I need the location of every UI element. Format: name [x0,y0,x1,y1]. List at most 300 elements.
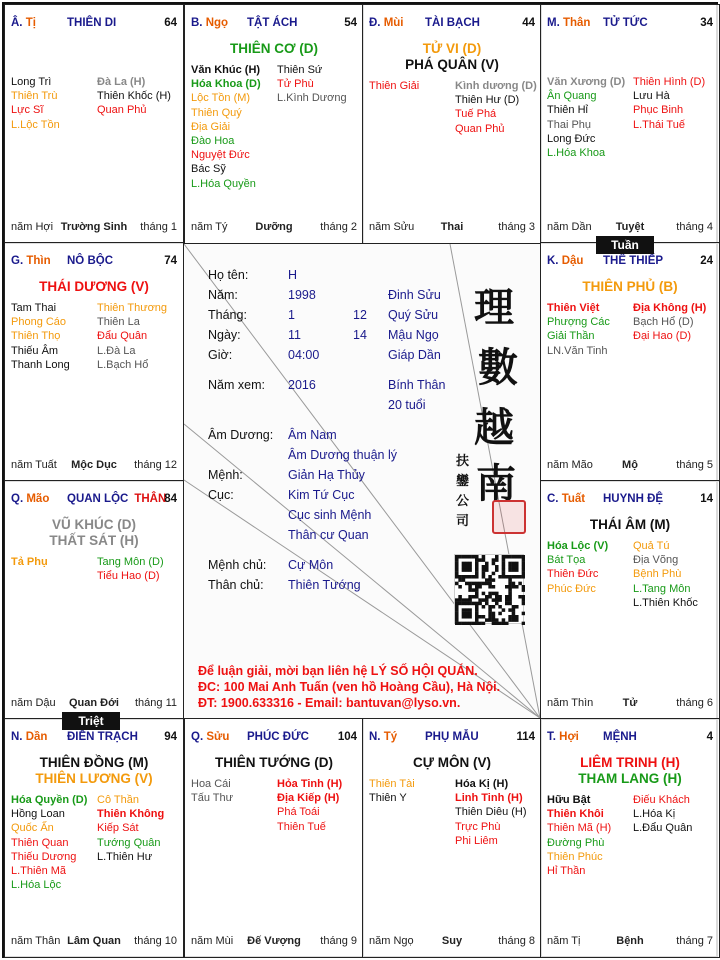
qr-module [468,575,472,579]
minor-star: Thiên Tài [369,778,415,790]
palace-code [11,731,47,743]
qr-module [518,582,522,586]
palace-month: tháng 3 [498,221,535,233]
qr-module [522,572,525,576]
cuc-note2 [288,528,369,542]
stem-letter: B. [191,17,206,29]
qr-module [512,585,516,589]
qr-module [512,612,516,616]
qr-module [488,608,492,612]
qr-module [482,572,486,576]
qr-module [498,598,502,602]
palace-ti [4,4,184,244]
qr-module [465,622,469,625]
minor-star: Thiên Hỉ [547,104,588,117]
qr-module [475,588,479,592]
qr-module [515,568,519,572]
qr-module [508,618,512,622]
qr-module [462,565,466,569]
qr-module [475,575,479,579]
qr-module [508,602,512,606]
palace-month: tháng 4 [676,221,713,233]
palace-month: tháng 8 [498,935,535,947]
minor-star: Địa Giải [191,120,231,133]
minor-star: Tướng Quân [97,836,161,849]
palace-name [67,731,138,743]
qr-module [482,568,486,572]
qr-module [502,608,506,612]
hour-value: 04:00 [288,348,320,362]
good-stars-column [11,555,48,569]
minor-star: Thiếu Dương [11,850,77,863]
main-star: THIÊN PHỦ (B) [582,279,678,294]
qr-module [465,582,469,586]
qr-module [515,562,519,566]
qr-module [512,568,516,572]
palace-ty [362,718,542,958]
minor-star: Thiên Giải [369,80,420,92]
minor-star: Thiên La [97,316,140,329]
palace-number: 34 [700,17,713,29]
year-canchi: Đinh Sửu [388,288,441,302]
qr-module [468,612,472,616]
palace-dau [540,242,720,482]
qr-module [465,562,469,566]
branch-name: Ngọ [205,17,229,29]
qr-module [492,592,496,596]
qr-pattern [455,555,525,625]
hour-canchi: Giáp Dần [388,348,441,362]
year-value: 1998 [288,288,316,302]
minor-star: Bạch Hổ (D) [633,316,694,329]
minor-star: Thiên Thương [97,302,168,314]
palace-ngo [184,4,364,244]
palace-header [11,731,177,747]
palace-number: 14 [700,493,713,505]
qr-module [465,568,469,572]
palace-month: tháng 5 [676,459,713,471]
minor-star: Quốc Ấn [11,822,54,835]
minor-star: Thiên Đức [547,568,599,581]
palace-name-text: TẬT ÁCH [247,17,298,29]
minor-star: Phượng Các [547,316,610,329]
stem-letter: K. [547,255,562,267]
horoscope-board [2,2,718,958]
qr-module [468,585,472,589]
palace-name [603,731,637,743]
good-stars-column [11,793,87,892]
qr-module [502,575,506,579]
good-stars-column [191,777,233,805]
qr-module [462,598,466,602]
qr-module [498,622,502,625]
qr-module [512,605,516,609]
palace-thin [4,242,184,482]
viewyear-value: 2016 [288,378,316,392]
qr-module [498,595,502,599]
minor-star: Điếu Khách [633,794,690,806]
qr-module [488,618,492,622]
stem-letter: Â. [11,17,26,29]
palace-code [369,17,404,29]
year-label: Năm: [208,288,238,302]
palace-year: năm Thìn [547,697,594,709]
menh-value: Giản Hạ Thủy [288,468,365,482]
qr-module [508,598,512,602]
palace-month: tháng 6 [676,697,713,709]
minor-star: Trực Phù [455,820,501,833]
qr-module [482,598,486,602]
qr-module [468,615,472,619]
minor-star: Thiên Y [369,792,407,805]
qr-module [502,618,506,622]
palace-footer [11,459,177,473]
life-stage: Dưỡng [255,221,293,233]
qr-module [515,615,519,619]
palace-code [369,731,397,743]
qr-module [475,582,479,586]
palace-dan [4,718,184,958]
minor-star: Phá Toái [277,806,320,819]
palace-code [191,17,228,29]
main-star: THIÊN TƯỚNG (D) [215,755,333,770]
qr-module [505,602,509,606]
palace-year: năm Tý [191,221,228,233]
qr-module [475,555,479,559]
amduong-value: Âm Nam [288,428,337,442]
month-canchi: Quý Sửu [388,308,439,322]
qr-module [492,618,496,622]
minor-star: Bệnh Phù [633,568,682,581]
minor-star: Thiên Thọ [11,330,61,343]
qr-module [522,622,525,625]
minor-star: Tang Môn (D) [97,556,164,568]
bad-stars-column [97,555,164,583]
minor-star: Quan Phủ [455,122,505,135]
minor-star: Phong Cáo [11,316,67,329]
qr-module [495,622,499,625]
qr-module [515,575,519,579]
qr-module [522,555,525,559]
qr-module [468,602,472,606]
qr-module [508,588,512,592]
hour-label: Giờ: [208,348,233,362]
minor-star: L.Tang Môn [633,582,691,595]
palace-year: năm Tị [547,935,581,947]
palace-header [369,17,535,33]
minor-star: L.Thiên Hư [97,850,153,863]
palace-footer [547,697,713,711]
qr-module [482,592,486,596]
palace-than [540,4,720,244]
qr-module [468,568,472,572]
qr-module [458,598,462,602]
bad-stars-column [97,301,167,372]
qr-module [468,555,472,559]
qr-module [485,578,489,582]
qr-module [505,598,509,602]
branch-name: Dần [25,731,48,743]
bad-stars-column [277,63,347,106]
side-char-2: 鑾 [456,474,470,489]
main-star: THIÊN CƠ (D) [229,41,318,56]
minor-star: Hồng Loan [11,808,65,821]
qr-module [512,565,516,569]
minor-star: Ân Quang [547,90,597,103]
life-stage: Quan Đới [69,697,119,709]
qr-module [478,558,482,562]
minor-star: Thiên Không [97,808,165,821]
palace-code [547,493,585,505]
minor-star: L.Hóa Kị [633,808,676,821]
minor-star: Thiên Khốc (H) [97,90,171,103]
brand-char-3: 越 [474,404,514,451]
stem-letter: N. [369,731,384,743]
qr-module [455,565,459,569]
qr-module [455,582,459,586]
qr-module [515,555,519,559]
palace-name [67,493,166,505]
qr-module [455,622,459,625]
minor-star: Thiên Quý [191,106,242,119]
palace-name-text: NÔ BỘC [67,255,113,267]
minor-star: L.Thái Tuế [633,118,685,131]
branch-name: Sửu [206,731,230,743]
stem-letter: M. [547,17,563,29]
bad-stars-column [633,539,698,610]
qr-module [488,612,492,616]
qr-module [485,598,489,602]
amduong-label: Âm Dương: [208,428,274,442]
main-star: THIÊN ĐỒNG (M) [39,755,149,770]
qr-module [502,622,506,625]
qr-module [502,562,506,566]
qr-module [492,598,496,602]
triet-badge: Triệt [62,712,120,730]
qr-module [462,578,466,582]
minor-star: Thiên Khôi [547,808,604,821]
tuan-badge: Tuần [596,236,654,254]
qr-module [478,602,482,606]
minor-star: L.Hóa Lộc [11,879,62,892]
palace-number: 74 [164,255,177,267]
qr-module [522,585,525,589]
qr-module [478,585,482,589]
palace-number: 64 [164,17,177,29]
qr-module [492,612,496,616]
good-stars-column [369,79,419,93]
qr-module [462,608,466,612]
minor-star: Đà La (H) [97,76,146,88]
qr-module [512,575,516,579]
qr-module [492,605,496,609]
qr-module [508,568,512,572]
qr-module [485,562,489,566]
qr-module [462,612,466,616]
life-stage: Đế Vượng [247,935,301,947]
palace-header [11,255,177,271]
branch-name: Mão [26,493,50,505]
qr-module [475,622,479,625]
thanchu-label: Thân chủ: [208,578,264,592]
qr-module [455,575,459,579]
palace-name [425,731,479,743]
qr-module [462,615,466,619]
palace-month: tháng 10 [134,935,177,947]
viewyear-canchi: Bính Thân [388,378,446,392]
life-stage: Trường Sinh [60,221,128,233]
palace-month: tháng 12 [134,459,177,471]
qr-module [455,602,459,606]
minor-star: Thanh Long [11,358,70,371]
palace-name [425,17,480,29]
minor-star: Hữu Bật [547,794,591,806]
minor-star: Tuế Phá [455,108,497,121]
palace-month: tháng 1 [140,221,177,233]
palace-year: năm Hợi [11,221,54,233]
palace-number: 104 [337,731,357,743]
minor-star: Quan Phủ [97,104,147,117]
qr-module [465,602,469,606]
minor-star: L.Kình Dương [277,92,347,105]
cuc-label: Cục: [208,488,234,502]
qr-module [455,558,459,562]
palace-suu [184,718,364,958]
bad-stars-column [277,777,342,834]
qr-module [482,565,486,569]
brand-side-text [456,452,472,532]
qr-module [458,602,462,606]
qr-module [455,605,459,609]
palace-code [11,493,49,505]
main-star: THÁI DƯƠNG (V) [39,279,149,294]
qr-module [472,602,476,606]
palace-name-text: PHÚC ĐỨC [247,731,309,743]
qr-module [482,558,486,562]
qr-module [488,595,492,599]
bad-stars-column [633,75,705,132]
bad-stars-column [633,793,692,836]
viewyear-label: Năm xem: [208,378,265,392]
qr-module [468,622,472,625]
minor-star: Địa Kiếp (H) [277,792,340,805]
bad-stars-column [97,75,171,118]
main-star: TỬ VI (D) [422,41,482,56]
main-star: THIÊN LƯƠNG (V) [35,771,153,786]
qr-module [458,622,462,625]
qr-module [508,595,512,599]
amduong-note [288,448,397,462]
qr-module [522,588,525,592]
qr-module [475,572,479,576]
minor-star: Lưu Hà [633,90,670,103]
palace-number: 54 [344,17,357,29]
qr-module [522,598,525,602]
minor-star: Tấu Thư [191,792,234,805]
qr-module [492,572,496,576]
minor-star: Phi Liêm [455,834,498,847]
good-stars-column [547,301,610,358]
stem-letter: C. [547,493,562,505]
qr-module [515,618,519,622]
cuc-note1 [288,508,371,522]
palace-number: 4 [706,731,713,743]
palace-footer [547,459,713,473]
cuc-note2-value: Thân cư Quan [288,528,369,542]
good-stars-column [11,75,60,132]
palace-month: tháng 7 [676,935,713,947]
qr-module [488,592,492,596]
minor-star: Đường Phù [547,836,605,849]
qr-module [475,615,479,619]
qr-module [468,562,472,566]
qr-module [492,585,496,589]
palace-code [191,731,229,743]
qr-module [488,585,492,589]
palace-header [547,731,713,747]
qr-module [468,565,472,569]
minor-star: Tả Phụ [11,556,48,568]
qr-module [508,592,512,596]
palace-month: tháng 11 [134,697,177,709]
qr-module [455,618,459,622]
qr-module [455,608,459,612]
qr-module [498,605,502,609]
qr-module [508,575,512,579]
qr-module [478,622,482,625]
menhchu-label: Mệnh chủ: [208,558,267,572]
qr-module [522,568,525,572]
palace-name-text: PHỤ MẪU [425,731,479,743]
qr-module [478,615,482,619]
palace-code [547,731,579,743]
qr-module [458,575,462,579]
qr-module [508,608,512,612]
minor-star: Địa Võng [633,554,679,567]
contact-line-1: Để luận giải, mời bạn liên hệ LÝ SỐ HỘI QUÁN. [198,664,478,678]
name-value: H [288,268,298,282]
palace-header [191,17,357,33]
palace-name [247,731,309,743]
qr-module [495,598,499,602]
bad-stars-column [97,793,164,864]
qr-module [455,572,459,576]
minor-star: L.Lộc Tồn [11,118,60,131]
palace-header [191,731,357,747]
palace-mui [362,4,542,244]
qr-module [455,598,459,602]
qr-module [522,595,525,599]
contact-line-2: ĐC: 100 Mai Anh Tuấn (ven hồ Hoàng Cầu), Hà Nội. [198,680,501,694]
minor-star: Thiên Hư (D) [455,94,520,107]
minor-star: Lộc Tồn (M) [191,92,251,105]
qr-module [462,622,466,625]
palace-header [11,493,177,509]
minor-star: Thiên Hình (D) [633,76,706,88]
palace-name [603,493,663,505]
life-stage: Tử [622,697,638,709]
qr-module [505,585,509,589]
qr-module [485,618,489,622]
qr-module [505,575,509,579]
qr-module [475,595,479,599]
palace-footer [369,935,535,949]
qr-module [482,615,486,619]
qr-module [468,608,472,612]
qr-module [492,578,496,582]
palace-header [547,255,713,271]
qr-module [458,578,462,582]
